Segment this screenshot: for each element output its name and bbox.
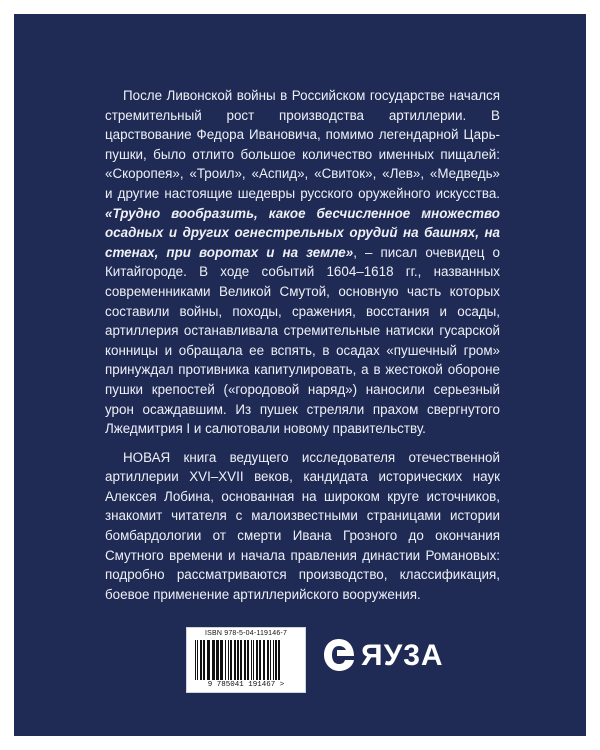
barcode-bar [253,640,254,680]
barcode-bar [230,640,232,680]
annotation-intro: После Ливонской войны в Российском государстве начался стремительный рост производства артиллерии. В царствование Федора Ивановича, помимо легендарной Царь-пушки, было отлито большое количество именных пищалей: «Скоропея», «Троил», «Аспид», «Свиток», «Лев», «Медведь» и другие настоящие шедевры русского оружейного искусства. [105,88,500,201]
barcode-bar [267,640,269,680]
publisher-name: ЯУ3А [361,639,444,672]
barcode-bar [228,640,229,680]
barcode-bar [220,640,223,680]
barcode-bar [273,640,274,680]
barcode-bar [251,640,252,680]
barcode-bar [212,640,215,680]
publisher-logo [321,633,444,681]
barcode-bar [270,640,271,680]
barcode-label [186,627,306,693]
barcode-bar [256,640,258,680]
annotation-paragraph-1 [105,86,500,439]
annotation-quote: «Трудно вообразить, какое бесчисленное множество осадных и других огнестрельных орудий на башнях, на стенах, при воротах и на земле» [105,205,500,260]
barcode-bar [203,640,205,680]
barcode-bar [240,640,242,680]
barcode-bar [225,640,226,680]
barcode-bar [259,640,261,680]
barcode-bar [197,640,198,680]
barcode-bar [278,640,280,680]
barcode-bars [195,640,297,682]
barcode-bar [207,640,210,680]
barcode-digits: 9 785041 191467 > [207,681,285,689]
barcode-bar [247,640,249,680]
isbn-text: ISBN 978-5-04-119146-7 [204,630,288,637]
barcode-bar [200,640,202,680]
barcode-bar [244,640,246,680]
annotation-text [105,86,500,604]
barcode-bar [195,640,196,680]
annotation-after-quote: , – писал очевидец о Китайгороде. В ходе событий 1604–1618 гг., названных современниками Великой Смутой, основную часть которых составили войны, походы, сражения, восстания и осады, артиллерия останавливала стремительные натиски гусарской конницы и обращала ее вспять, в осадах «пушечный гром» принуждал противника капитулировать, а в жестокой обороне пушки крепостей («городовой наряд») наносили серьезный урон осаждавшим. Из пушек стреляли прахом свергнутого Лжедмитрия I и салютовали новому правительству. [105,244,500,437]
barcode-bar [263,640,265,680]
annotation-paragraph-2: НОВАЯ книга ведущего исследователя отечественной артиллерии XVI–XVII веков, кандидата исторических наук Алексея Лобина, основанная на широком круге источников, знакомит читателя с малоизвестными страницами истории бомбардологии от смерти Ивана Грозного до окончания Смутного времени и начала правления династии Романовых: подробно рассматриваются производство, классификация, боевое применение артиллерийского вооружения. [105,449,500,602]
barcode-bar [275,640,277,680]
barcode-bar [234,640,236,680]
barcode-bar [216,640,219,680]
publisher-swirl-icon [321,635,357,675]
barcode-bar [237,640,239,680]
